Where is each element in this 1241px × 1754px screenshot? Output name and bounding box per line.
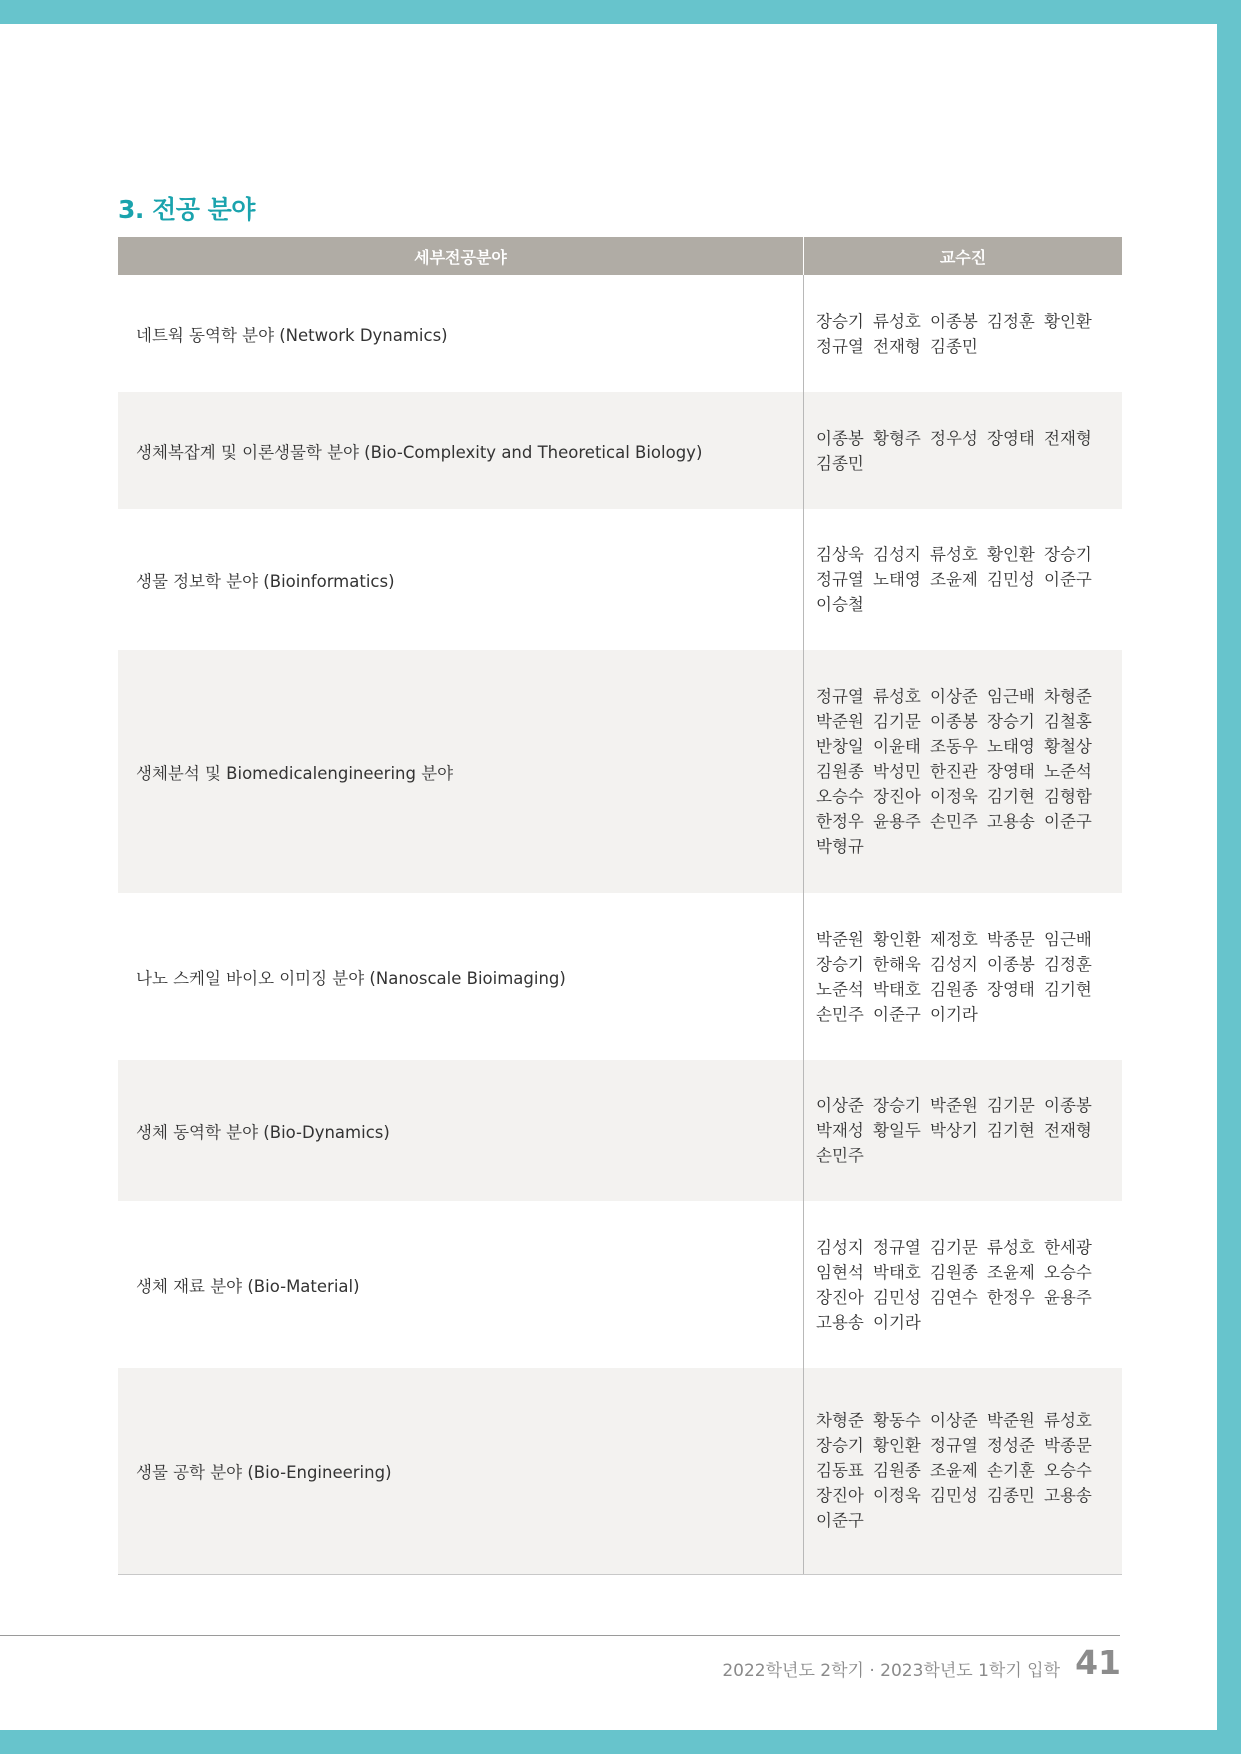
faculty-name: 류성호 [873,311,921,331]
faculty-list [804,509,1123,650]
faculty-name: 장진아 [816,1486,864,1506]
faculty-name: 오승수 [1044,1262,1092,1282]
faculty-name: 이종봉 [930,712,978,731]
faculty-name: 장승기 [987,712,1035,731]
faculty-name: 김철홍 [1044,712,1092,731]
faculty-name: 이종봉 [816,428,864,448]
faculty-name: 임근배 [1044,929,1092,949]
faculty-name: 노태영 [873,570,921,589]
faculty-name: 황동수 [873,1411,921,1431]
faculty-name: 류성호 [930,545,978,564]
table-row [118,275,1122,392]
faculty-name: 김원종 [873,1461,921,1481]
faculty-list [804,392,1123,509]
faculty-name: 제정호 [930,929,978,949]
footer-caption: 2022학년도 2학기 · 2023학년도 1학기 입학 [722,1661,1060,1681]
faculty-name: 정규열 [930,1436,978,1456]
faculty-name: 한해욱 [873,954,921,974]
faculty-name: 임현석 [816,1262,864,1282]
faculty-name: 박형규 [816,837,864,856]
faculty-name: 김정훈 [1044,954,1092,974]
faculty-name: 정규열 [816,336,864,356]
field-name: 나노 스케일 바이오 이미징 분야 (Nanoscale Bioimaging) [136,968,566,988]
field-name: 생체 동역학 분야 (Bio-Dynamics) [118,1060,804,1201]
faculty-name: 김원종 [930,1262,978,1282]
faculty-name: 이승철 [816,595,864,614]
faculty-name: 김기문 [987,1096,1035,1115]
faculty-name: 이기라 [873,1312,921,1332]
faculty-name: 김기현 [1044,979,1092,999]
faculty-name: 손민주 [816,1004,864,1024]
faculty-name: 황인환 [1044,311,1092,331]
faculty-name: 류성호 [1044,1411,1092,1431]
faculty-name: 김형함 [1044,787,1092,806]
field-name: 생체 재료 분야 (Bio-Material) [136,1276,360,1296]
faculty-name: 노준석 [1044,762,1092,781]
faculty-name: 김기문 [873,712,921,731]
faculty-name: 장승기 [873,1096,921,1115]
faculty-name: 김민성 [987,570,1035,589]
faculty-name: 오승수 [816,787,864,806]
faculty-name: 김원종 [816,762,864,781]
faculty-name: 김동표 [816,1461,864,1481]
faculty-name: 정우성 [930,428,978,448]
faculty-name: 한세광 [1044,1237,1092,1257]
faculty-name: 장승기 [816,311,864,331]
faculty-name: 조윤제 [987,1262,1035,1282]
faculty-name: 박성민 [873,762,921,781]
faculty-name: 김종민 [930,336,978,356]
faculty-name: 박상기 [930,1121,978,1140]
faculty-name: 박준원 [816,712,864,731]
faculty-name: 박종문 [987,929,1035,949]
faculty-name: 한정우 [816,812,864,831]
faculty-name: 이종봉 [930,311,978,331]
faculty-name: 장승기 [816,1436,864,1456]
faculty-name: 이상준 [930,687,978,706]
faculty-name: 김성지 [816,1237,864,1257]
faculty-name: 차형준 [816,1411,864,1431]
table-header-row [118,237,1122,275]
faculty-name: 김성지 [873,545,921,564]
faculty-name: 황일두 [873,1121,921,1140]
table-row [118,1201,1122,1368]
faculty-name: 윤용주 [1044,1287,1092,1307]
faculty-name: 박종문 [1044,1436,1092,1456]
faculty-list [804,650,1123,893]
faculty-name: 손민주 [930,812,978,831]
faculty-list [804,1201,1123,1368]
faculty-name: 김기현 [987,787,1035,806]
faculty-name: 이기라 [930,1004,978,1024]
faculty-name: 조윤제 [930,570,978,589]
faculty-name: 이정욱 [930,787,978,806]
faculty-name: 손민주 [816,1146,864,1165]
faculty-name: 조동우 [930,737,978,756]
faculty-name: 오승수 [1044,1461,1092,1481]
top-border-band [0,0,1241,24]
faculty-name: 고용송 [987,812,1035,831]
faculty-name: 박준원 [816,929,864,949]
bottom-border-band [0,1730,1241,1754]
table-row [118,650,1122,893]
majors-table [118,237,1122,1575]
faculty-name: 장승기 [816,954,864,974]
field-name: 생체분석 및 Biomedicalengineering 분야 [118,650,804,893]
faculty-name: 고용송 [816,1312,864,1332]
faculty-list [804,1368,1123,1574]
faculty-name: 박태호 [873,979,921,999]
faculty-name: 황형주 [873,428,921,448]
faculty-name: 이상준 [930,1411,978,1431]
faculty-name: 장영태 [987,428,1035,448]
faculty-name: 임근배 [987,687,1035,706]
faculty-name: 김종민 [987,1486,1035,1506]
page-number: 41 [1075,1643,1121,1682]
header-faculty: 교수진 [804,237,1123,275]
header-field: 세부전공분야 [118,237,804,275]
faculty-name: 장영태 [987,979,1035,999]
table-row [118,1368,1122,1574]
faculty-list [804,1060,1123,1201]
faculty-name: 장진아 [873,787,921,806]
faculty-name: 이종봉 [1044,1096,1092,1115]
faculty-name: 김원종 [930,979,978,999]
field-name: 네트웍 동역학 분야 (Network Dynamics) [136,325,448,345]
section-title: 3. 전공 분야 [118,195,255,224]
faculty-name: 류성호 [987,1237,1035,1257]
faculty-name: 이준구 [1044,812,1092,831]
faculty-name: 박재성 [816,1121,864,1140]
faculty-name: 장영태 [987,762,1035,781]
table-row [118,392,1122,509]
faculty-name: 이준구 [816,1511,864,1531]
faculty-name: 손기훈 [987,1461,1035,1481]
faculty-name: 이준구 [873,1004,921,1024]
faculty-name: 전재형 [873,336,921,356]
right-border-band [1217,0,1241,1754]
faculty-name: 전재형 [1044,428,1092,448]
faculty-name: 황인환 [873,929,921,949]
faculty-name: 박태호 [873,1262,921,1282]
faculty-name: 김종민 [816,453,864,473]
faculty-name: 김정훈 [987,311,1035,331]
field-name: 생물 정보학 분야 (Bioinformatics) [136,571,395,591]
faculty-name: 김상욱 [816,545,864,564]
faculty-name: 차형준 [1044,687,1092,706]
faculty-name: 고용송 [1044,1486,1092,1506]
faculty-name: 한진관 [930,762,978,781]
faculty-name: 김연수 [930,1287,978,1307]
faculty-name: 정규열 [873,1237,921,1257]
faculty-name: 노태영 [987,737,1035,756]
faculty-name: 노준석 [816,979,864,999]
faculty-name: 김기문 [930,1237,978,1257]
faculty-name: 정규열 [816,570,864,589]
faculty-name: 장진아 [816,1287,864,1307]
faculty-name: 황인환 [873,1436,921,1456]
faculty-name: 이종봉 [987,954,1035,974]
faculty-name: 정성준 [987,1436,1035,1456]
faculty-name: 장승기 [1044,545,1092,564]
faculty-name: 박준원 [930,1096,978,1115]
faculty-list [804,893,1123,1060]
table-row [118,893,1122,1060]
faculty-name: 반창일 [816,737,864,756]
table-row [118,1060,1122,1201]
faculty-name: 김성지 [930,954,978,974]
footer-divider [0,1635,1120,1636]
faculty-name: 정규열 [816,687,864,706]
faculty-name: 류성호 [873,687,921,706]
faculty-name: 박준원 [987,1411,1035,1431]
faculty-name: 이상준 [816,1096,864,1115]
faculty-name: 전재형 [1044,1121,1092,1140]
field-name: 생체복잡계 및 이론생물학 분야 (Bio-Complexity and Theoretical Biology) [118,392,804,509]
faculty-name: 황철상 [1044,737,1092,756]
table-row [118,509,1122,650]
faculty-name: 김기현 [987,1121,1035,1140]
faculty-name: 이준구 [1044,570,1092,589]
faculty-name: 황인환 [987,545,1035,564]
faculty-name: 김민성 [873,1287,921,1307]
faculty-name: 한정우 [987,1287,1035,1307]
faculty-name: 이정욱 [873,1486,921,1506]
faculty-name: 김민성 [930,1486,978,1506]
faculty-name: 이윤태 [873,737,921,756]
faculty-name: 윤용주 [873,812,921,831]
faculty-list [804,275,1123,392]
faculty-name: 조윤제 [930,1461,978,1481]
field-name: 생물 공학 분야 (Bio-Engineering) [118,1368,804,1574]
